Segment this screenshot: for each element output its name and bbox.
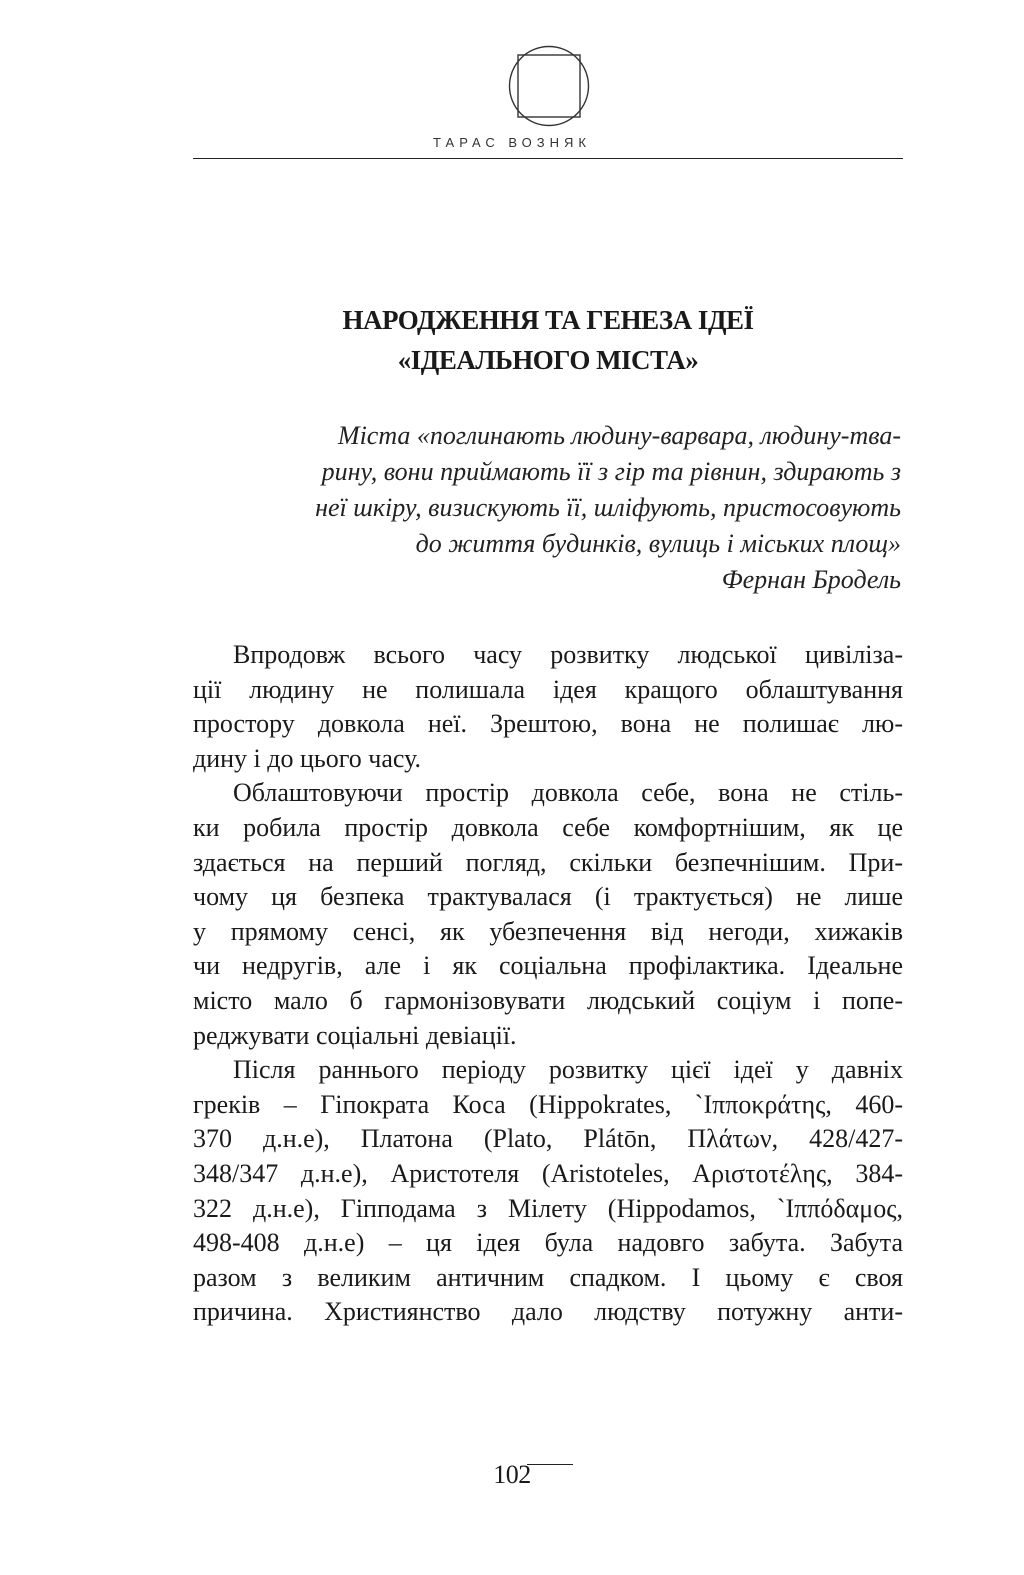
page-number: 102 bbox=[493, 1460, 531, 1489]
body-line: причина. Християнство дало людству потужну анти- bbox=[193, 1297, 903, 1327]
body-line: Облаштовуючи простір довкола себе, вона не стіль- bbox=[233, 778, 903, 808]
body-line: 498-408 д.н.е) – ця ідея була надовго забута. Забута bbox=[193, 1228, 903, 1258]
body-line: разом з великим античним спадком. І цьому є своя bbox=[193, 1262, 903, 1292]
body-text bbox=[193, 638, 903, 1330]
body-line: ції людину не полишала ідея кращого облаштування bbox=[193, 674, 903, 704]
body-line: 322 д.н.е), Гіпподама з Мілету (Hippodamos, `Ιππόδαμος, bbox=[193, 1193, 903, 1223]
epigraph-line: Міста «поглинають людину-варвара, людину-тва- bbox=[337, 421, 901, 450]
epigraph-line: неї шкіру, визискують її, шліфують, пристосовують bbox=[315, 493, 901, 522]
epigraph-line: до життя будинків, вулиць і міських площ» bbox=[415, 529, 901, 558]
body-line: 370 д.н.е), Платона (Plato, Plátōn, Πλάτων, 428/427- bbox=[193, 1124, 903, 1154]
epigraph-line: рину, вони приймають її з гір та рівнин, здирають з bbox=[321, 457, 901, 486]
body-line: Після раннього періоду розвитку цієї ідеї у давніх bbox=[233, 1055, 903, 1085]
body-line: чому ця безпека трактувалася (і трактується) не лише bbox=[193, 882, 903, 912]
body-line: у прямому сенсі, як убезпечення від негоди, хижаків bbox=[193, 916, 903, 946]
body-line: чи недругів, але і як соціальна профілактика. Ідеальне bbox=[193, 951, 903, 981]
body-line: місто мало б гармонізовувати людський соціум і попе- bbox=[193, 985, 903, 1015]
body-line: Впродовж всього часу розвитку людської цивіліза- bbox=[233, 640, 903, 669]
body-line: дину і до цього часу. bbox=[193, 743, 422, 773]
circle-square-emblem-icon bbox=[508, 45, 590, 127]
chapter-title bbox=[193, 300, 903, 380]
body-line: ки робила простір довкола себе комфортнішим, як це bbox=[193, 812, 903, 842]
body-line: здається на перший погляд, скільки безпечнішим. При- bbox=[193, 847, 903, 877]
body-line: реджувати соціальні девіації. bbox=[193, 1020, 517, 1050]
body-line: простору довкола неї. Зрештою, вона не полишає лю- bbox=[193, 709, 903, 739]
chapter-title-line: «ІДЕАЛЬНОГО МІСТА» bbox=[397, 345, 699, 375]
body-line: 348/347 д.н.е), Аристотеля (Aristoteles, Αριστοτέλης, 384- bbox=[193, 1158, 903, 1188]
header-rule bbox=[193, 158, 903, 159]
running-head-author: ТАРАС ВОЗНЯК bbox=[433, 135, 591, 150]
epigraph-author: Фернан Бродель bbox=[721, 565, 901, 594]
chapter-title-line: НАРОДЖЕННЯ ТА ГЕНЕЗА ІДЕЇ bbox=[342, 305, 754, 335]
body-line: греків – Гіпократа Коса (Hippokrates, `Ιπποκράτης, 460- bbox=[193, 1089, 903, 1119]
epigraph bbox=[193, 418, 901, 598]
